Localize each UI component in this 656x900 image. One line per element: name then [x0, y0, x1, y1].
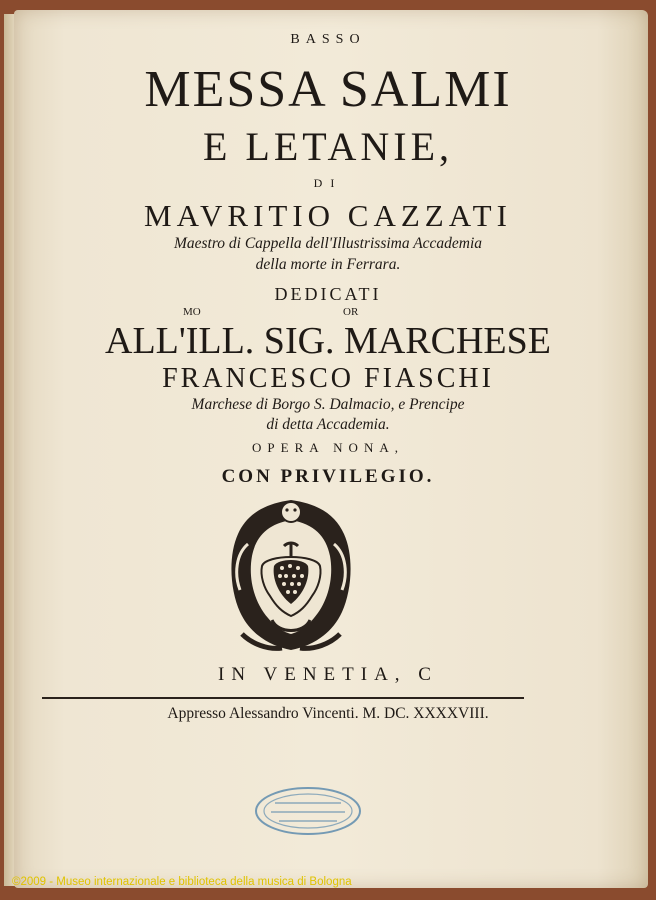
author-role-line-1: Maestro di Cappella dell'Illustrissima Accademia: [173, 235, 483, 252]
imprint-rule: [42, 697, 524, 699]
title-line-2: E LETANIE,: [202, 124, 454, 169]
dedicatee-line: ALL'ILL. SIG. MARCHESE: [105, 320, 551, 362]
voice-part-label: BASSO: [290, 32, 366, 47]
dedicatee-title-line-1: Marchese di Borgo S. Dalmacio, e Prencipe: [191, 396, 465, 413]
author-role-line-2: della morte in Ferrara.: [255, 256, 401, 273]
dedicatee-title-line-2: di detta Accademia.: [266, 416, 390, 433]
author-name: MAVRITIO CAZZATI: [144, 198, 512, 233]
library-stamp-icon: [253, 785, 363, 837]
title-abbrev-or: OR: [343, 306, 359, 318]
dedication-intro: DEDICATI: [274, 284, 382, 304]
imprint-place: IN VENETIA, C: [218, 664, 438, 685]
printer-device-emblem-icon: [222, 494, 360, 654]
title-line-1: MESSA SALMI: [144, 61, 512, 118]
dedicatee-name: FRANCESCO FIASCHI: [162, 363, 494, 394]
title-abbrev-mo: MO: [183, 306, 201, 318]
by-label: DI: [313, 176, 343, 190]
opus-number: OPERA NONA,: [252, 440, 404, 455]
imprint-printer-date: Appresso Alessandro Vincenti. M. DC. XXXXVIII.: [167, 705, 489, 722]
privilege-line: CON PRIVILEGIO.: [221, 466, 435, 487]
copyright-credit: ©2009 - Museo internazionale e biblioteca della musica di Bologna: [12, 876, 352, 888]
